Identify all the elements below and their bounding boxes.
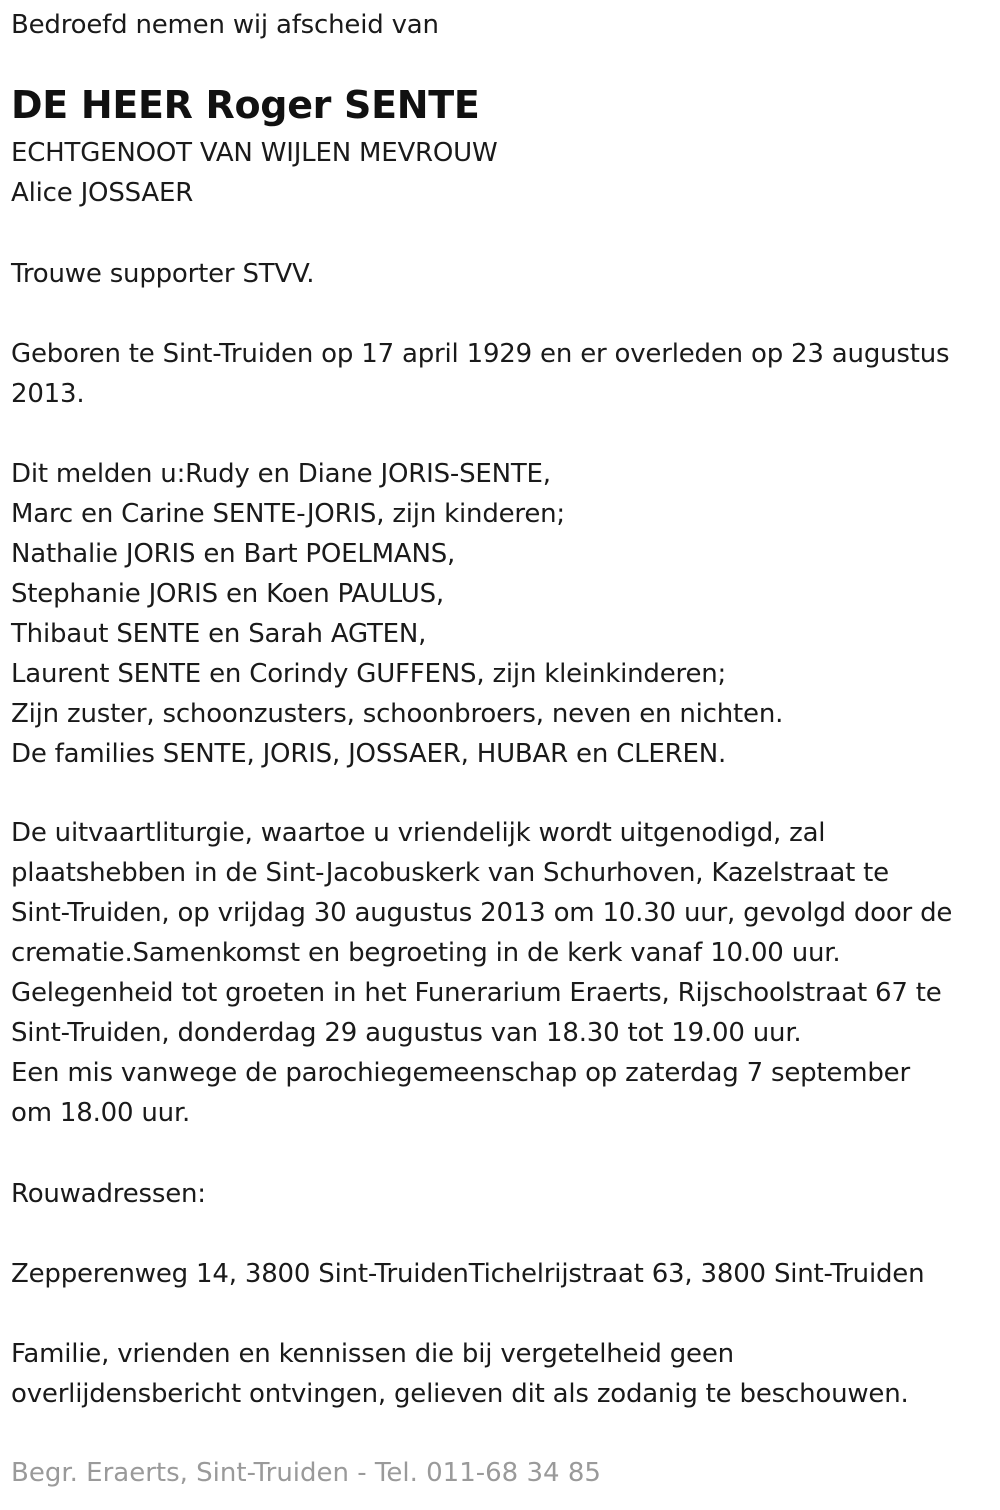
funeral-line: De uitvaartliturgie, waartoe u vriendelijk wordt uitgenodigd, zal	[11, 818, 826, 848]
birth-line: Geboren te Sint-Truiden op 17 april 1929 en er overleden op 23 augustus	[11, 339, 950, 369]
addresses-block	[11, 1254, 924, 1294]
closing-line: overlijdensbericht ontvingen, gelieven dit als zodanig te beschouwen.	[11, 1379, 909, 1409]
funeral-line: Een mis vanwege de parochiegemeenschap op zaterdag 7 september	[11, 1058, 910, 1088]
funeral-director-footer: Begr. Eraerts, Sint-Truiden - Tel. 011-68 34 85	[11, 1458, 601, 1488]
funeral-block	[11, 813, 952, 1133]
funeral-line: plaatshebben in de Sint-Jacobuskerk van Schurhoven, Kazelstraat te	[11, 858, 889, 888]
family-line: Nathalie JORIS en Bart POELMANS,	[11, 539, 456, 569]
funeral-line: crematie.Samenkomst en begroeting in de kerk vanaf 10.00 uur.	[11, 938, 841, 968]
intro-text: Bedroefd nemen wij afscheid van	[11, 10, 439, 40]
birth-line: 2013.	[11, 379, 85, 409]
family-block	[11, 454, 783, 774]
birth-block	[11, 334, 949, 414]
spouse-block	[11, 133, 498, 213]
addresses-label-block	[11, 1174, 206, 1214]
family-line: Dit melden u:Rudy en Diane JORIS-SENTE,	[11, 459, 551, 489]
family-line: Marc en Carine SENTE-JORIS, zijn kinderen;	[11, 499, 565, 529]
family-line: Thibaut SENTE en Sarah AGTEN,	[11, 619, 427, 649]
family-line: De families SENTE, JORIS, JOSSAER, HUBAR en CLEREN.	[11, 739, 727, 769]
family-line: Laurent SENTE en Corindy GUFFENS, zijn kleinkinderen;	[11, 659, 727, 689]
funeral-line: Sint-Truiden, donderdag 29 augustus van 18.30 tot 19.00 uur.	[11, 1018, 802, 1048]
deceased-name: DE HEER Roger SENTE	[11, 83, 480, 127]
closing-line: Familie, vrienden en kennissen die bij vergetelheid geen	[11, 1339, 734, 1369]
funeral-line: Sint-Truiden, op vrijdag 30 augustus 2013 om 10.30 uur, gevolgd door de	[11, 898, 953, 928]
addresses-text: Zepperenweg 14, 3800 Sint-TruidenTichelrijstraat 63, 3800 Sint-Truiden	[11, 1259, 925, 1289]
spouse-title: ECHTGENOOT VAN WIJLEN MEVROUW	[11, 138, 498, 168]
closing-block	[11, 1334, 909, 1414]
supporter-block	[11, 254, 314, 294]
supporter-text: Trouwe supporter STVV.	[11, 259, 315, 289]
family-line: Zijn zuster, schoonzusters, schoonbroers, neven en nichten.	[11, 699, 784, 729]
spouse-name: Alice JOSSAER	[11, 178, 194, 208]
funeral-line: om 18.00 uur.	[11, 1098, 191, 1128]
family-line: Stephanie JORIS en Koen PAULUS,	[11, 579, 444, 609]
addresses-label: Rouwadressen:	[11, 1179, 206, 1209]
funeral-line: Gelegenheid tot groeten in het Funerarium Eraerts, Rijschoolstraat 67 te	[11, 978, 942, 1008]
